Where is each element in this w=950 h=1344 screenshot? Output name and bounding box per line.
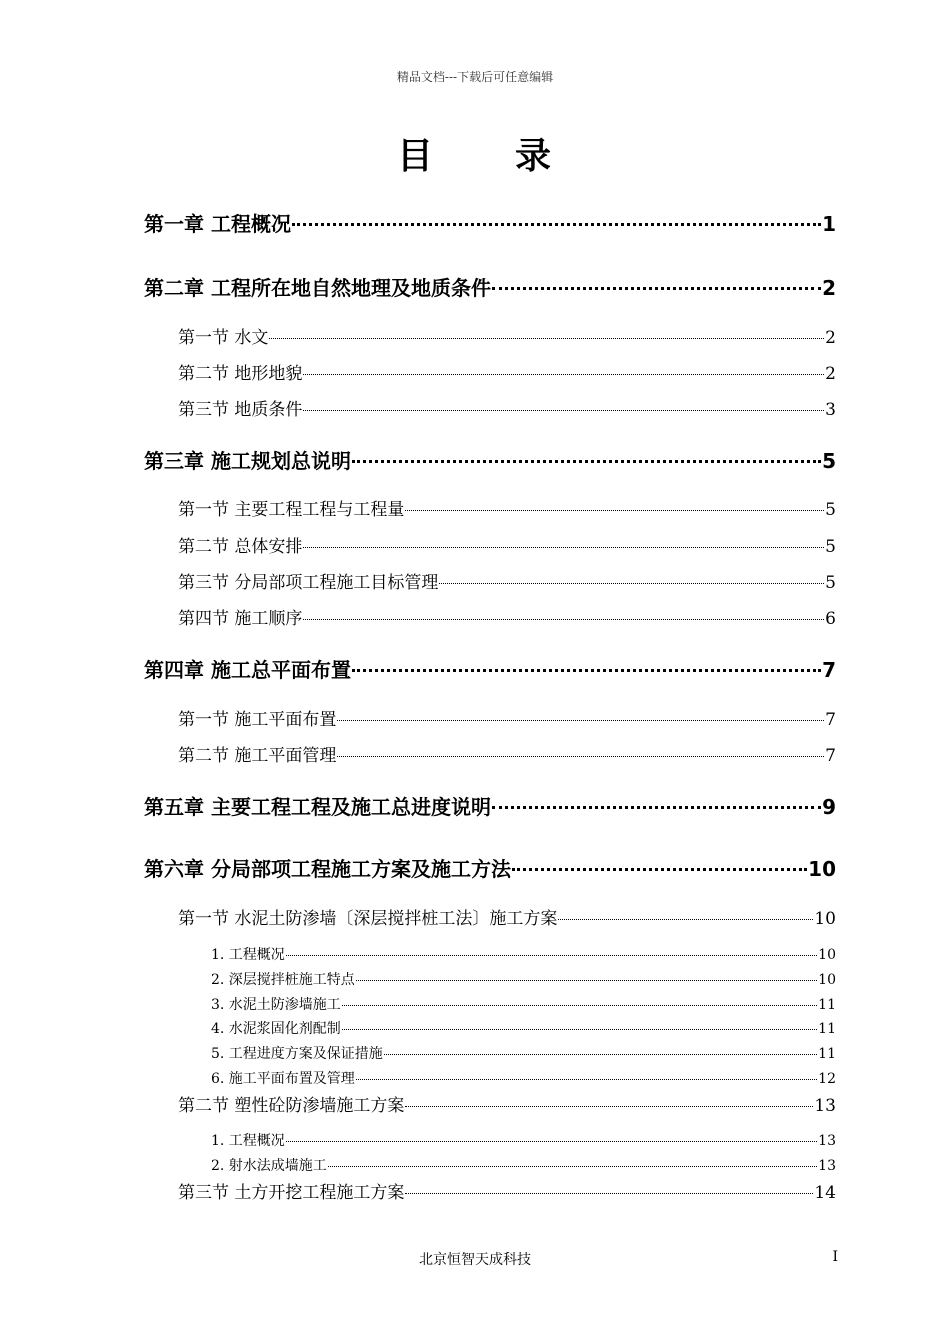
toc-entry-label: 第二章 工程所在地自然地理及地质条件 (144, 276, 491, 300)
toc-leader-dots (439, 583, 824, 584)
toc-item[interactable] (211, 1043, 836, 1063)
toc-section[interactable] (178, 904, 836, 929)
toc-leader-dots (356, 980, 817, 981)
toc-entry-label: 5. 工程进度方案及保证措施 (211, 1046, 383, 1062)
toc-leader-dots (405, 1193, 813, 1194)
toc-chapter[interactable] (144, 272, 836, 301)
toc-chapter[interactable] (144, 208, 836, 237)
toc-item[interactable] (211, 994, 836, 1014)
toc-leader-dots (492, 287, 821, 290)
toc-section[interactable] (178, 323, 836, 348)
toc-entry-page: 10 (808, 857, 836, 881)
toc-item[interactable] (211, 1018, 836, 1038)
toc-entry-page: 10 (818, 947, 836, 963)
title-char-right: 录 (515, 136, 554, 177)
toc-entry-page: 6 (825, 609, 836, 629)
toc-leader-dots (337, 720, 824, 721)
toc-leader-dots (269, 338, 824, 339)
toc-leader-dots (405, 1106, 813, 1107)
toc-entry-label: 第一节 施工平面布置 (178, 710, 337, 730)
toc-leader-dots (303, 547, 824, 548)
toc-item[interactable] (211, 969, 836, 989)
toc-entry-label: 第三节 地质条件 (178, 400, 303, 420)
toc-entry-label: 第二节 施工平面管理 (178, 746, 337, 766)
toc-leader-dots (352, 460, 821, 463)
toc-entry-label: 6. 施工平面布置及管理 (211, 1071, 355, 1087)
toc-chapter[interactable] (144, 654, 836, 683)
toc-entry-label: 第四章 施工总平面布置 (144, 658, 351, 682)
toc-entry-page: 13 (818, 1133, 836, 1149)
toc-entry-label: 2. 射水法成墙施工 (211, 1158, 327, 1174)
toc-entry-label: 1. 工程概况 (211, 947, 285, 963)
toc-leader-dots (292, 223, 821, 226)
toc-item[interactable] (211, 944, 836, 964)
toc-leader-dots (352, 669, 821, 672)
toc-entry-label: 第三章 施工规划总说明 (144, 449, 351, 473)
toc-entry-label: 第三节 分局部项工程施工目标管理 (178, 573, 439, 593)
toc-section[interactable] (178, 568, 836, 593)
page-title (0, 128, 950, 179)
toc-entry-page: 1 (822, 212, 836, 236)
toc-leader-dots (303, 374, 824, 375)
toc-section[interactable] (178, 1178, 836, 1203)
toc-section[interactable] (178, 532, 836, 557)
toc-entry-page: 5 (822, 449, 836, 473)
toc-chapter[interactable] (144, 853, 836, 882)
toc-entry-page: 14 (814, 1183, 836, 1203)
toc-entry-label: 第二节 塑性砼防渗墙施工方案 (178, 1096, 405, 1116)
toc-leader-dots (405, 510, 824, 511)
toc-entry-label: 2. 深层搅拌桩施工特点 (211, 972, 355, 988)
toc-section[interactable] (178, 604, 836, 629)
toc-entry-page: 11 (818, 1021, 836, 1037)
toc-leader-dots (303, 410, 824, 411)
toc-section[interactable] (178, 1091, 836, 1116)
toc-entry-page: 7 (825, 746, 836, 766)
toc-item[interactable] (211, 1068, 836, 1088)
toc-entry-page: 5 (825, 500, 836, 520)
toc-entry-label: 第二节 总体安排 (178, 537, 303, 557)
toc-entry-page: 13 (818, 1158, 836, 1174)
toc-entry-page: 2 (825, 328, 836, 348)
toc-entry-page: 9 (822, 795, 836, 819)
toc-entry-label: 第二节 地形地貌 (178, 364, 303, 384)
toc-entry-page: 2 (825, 364, 836, 384)
toc-entry-page: 10 (814, 909, 836, 929)
toc-leader-dots (286, 955, 817, 956)
title-char-left: 目 (396, 136, 435, 177)
toc-entry-page: 11 (818, 1046, 836, 1062)
toc-leader-dots (558, 919, 813, 920)
toc-entry-page: 10 (818, 972, 836, 988)
toc-entry-label: 第六章 分局部项工程施工方案及施工方法 (144, 857, 511, 881)
toc-entry-label: 3. 水泥土防渗墙施工 (211, 997, 341, 1013)
toc-entry-label: 第五章 主要工程工程及施工总进度说明 (144, 795, 491, 819)
footer-company: 北京恒智天成科技 (419, 1252, 531, 1268)
toc-leader-dots (328, 1166, 817, 1167)
toc-section[interactable] (178, 395, 836, 420)
toc-entry-page: 2 (822, 276, 836, 300)
toc-entry-page: 11 (818, 997, 836, 1013)
toc-item[interactable] (211, 1155, 836, 1175)
toc-entry-page: 7 (825, 710, 836, 730)
toc-entry-label: 4. 水泥浆固化剂配制 (211, 1021, 341, 1037)
toc-entry-label: 第三节 土方开挖工程施工方案 (178, 1183, 405, 1203)
toc-section[interactable] (178, 495, 836, 520)
toc-leader-dots (303, 619, 824, 620)
toc-item[interactable] (211, 1130, 836, 1150)
toc-section[interactable] (178, 359, 836, 384)
toc-leader-dots (337, 756, 824, 757)
toc-leader-dots (356, 1079, 817, 1080)
toc-entry-label: 1. 工程概况 (211, 1133, 285, 1149)
toc-entry-page: 5 (825, 573, 836, 593)
toc-leader-dots (342, 1029, 817, 1030)
toc-leader-dots (492, 806, 821, 809)
toc-entry-label: 第一章 工程概况 (144, 212, 291, 236)
toc-entry-label: 第一节 水文 (178, 328, 269, 348)
toc-chapter[interactable] (144, 445, 836, 474)
footer-page-number: I (832, 1249, 838, 1265)
toc-entry-label: 第一节 水泥土防渗墙〔深层搅拌桩工法〕施工方案 (178, 909, 558, 929)
toc-entry-page: 12 (818, 1071, 836, 1087)
toc-chapter[interactable] (144, 791, 836, 820)
toc-leader-dots (286, 1141, 817, 1142)
toc-leader-dots (512, 868, 807, 871)
toc-entry-label: 第一节 主要工程工程与工程量 (178, 500, 405, 520)
toc-entry-page: 5 (825, 537, 836, 557)
toc-entry-label: 第四节 施工顺序 (178, 609, 303, 629)
toc-entry-page: 13 (814, 1096, 836, 1116)
header-note: 精品文档---下载后可任意编辑 (396, 70, 554, 84)
toc-section[interactable] (178, 741, 836, 766)
toc-section[interactable] (178, 705, 836, 730)
toc-leader-dots (342, 1005, 817, 1006)
toc-entry-page: 7 (822, 658, 836, 682)
toc-leader-dots (384, 1054, 817, 1055)
toc-entry-page: 3 (825, 400, 836, 420)
